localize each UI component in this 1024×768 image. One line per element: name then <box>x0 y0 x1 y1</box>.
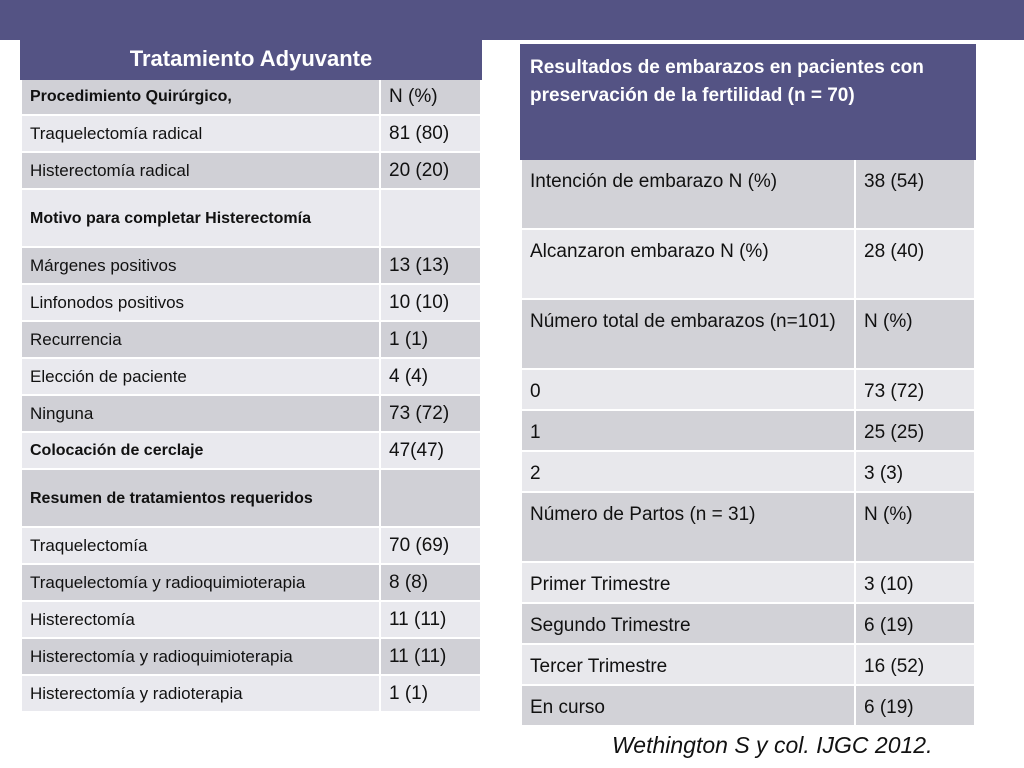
row-label: Número total de embarazos (n=101) <box>521 299 855 369</box>
table-row <box>521 603 975 644</box>
row-label: Márgenes positivos <box>21 247 380 284</box>
table-row <box>21 321 481 358</box>
top-banner <box>0 0 1024 40</box>
adjuvant-treatment-table <box>20 38 482 713</box>
citation: Wethington S y col. IJGC 2012. <box>612 732 933 758</box>
row-label: Ninguna <box>21 395 380 432</box>
row-label: Intención de embarazo N (%) <box>521 159 855 229</box>
row-label: Recurrencia <box>21 321 380 358</box>
row-label: Elección de paciente <box>21 358 380 395</box>
table-row <box>521 299 975 369</box>
row-label: 2 <box>521 451 855 492</box>
row-label: Colocación de cerclaje <box>21 432 380 469</box>
table-row <box>21 79 481 115</box>
table-row <box>521 492 975 562</box>
row-value: 25 (25) <box>855 410 975 451</box>
row-value: 6 (19) <box>855 603 975 644</box>
row-label: Traquelectomía y radioquimioterapia <box>21 564 380 601</box>
table-row <box>21 115 481 152</box>
row-label: Resumen de tratamientos requeridos <box>21 469 380 527</box>
row-value: 13 (13) <box>380 247 481 284</box>
row-value: 47(47) <box>380 432 481 469</box>
row-label: Segundo Trimestre <box>521 603 855 644</box>
table-row <box>21 675 481 712</box>
row-value: 73 (72) <box>855 369 975 410</box>
row-value: 28 (40) <box>855 229 975 299</box>
row-label: Motivo para completar Histerectomía <box>21 189 380 247</box>
row-value: 10 (10) <box>380 284 481 321</box>
row-label: Histerectomía radical <box>21 152 380 189</box>
row-label: Histerectomía y radioquimioterapia <box>21 638 380 675</box>
table-row <box>21 358 481 395</box>
row-value: 11 (11) <box>380 638 481 675</box>
row-value <box>380 189 481 247</box>
row-value: 6 (19) <box>855 685 975 726</box>
row-value: N (%) <box>855 492 975 562</box>
table-row <box>21 284 481 321</box>
row-label: Alcanzaron embarazo N (%) <box>521 229 855 299</box>
table-row <box>21 247 481 284</box>
row-value: 1 (1) <box>380 321 481 358</box>
row-value: 73 (72) <box>380 395 481 432</box>
table-title: Tratamiento Adyuvante <box>21 39 481 79</box>
row-label: 0 <box>521 369 855 410</box>
row-label: 1 <box>521 410 855 451</box>
row-label: Primer Trimestre <box>521 562 855 603</box>
pregnancy-outcomes-table <box>520 44 976 727</box>
table-row <box>21 564 481 601</box>
row-value: 3 (3) <box>855 451 975 492</box>
row-value: 81 (80) <box>380 115 481 152</box>
row-value: 1 (1) <box>380 675 481 712</box>
row-value <box>380 469 481 527</box>
row-value: 20 (20) <box>380 152 481 189</box>
row-label: Traquelectomía <box>21 527 380 564</box>
table-row <box>21 527 481 564</box>
row-label: Tercer Trimestre <box>521 644 855 685</box>
row-label: Traquelectomía radical <box>21 115 380 152</box>
row-label: Número de Partos (n = 31) <box>521 492 855 562</box>
table-row <box>521 451 975 492</box>
row-value: N (%) <box>855 299 975 369</box>
row-value: N (%) <box>380 79 481 115</box>
row-value: 38 (54) <box>855 159 975 229</box>
table-title: Resultados de embarazos en pacientes con preservación de la fertilidad (n = 70) <box>521 45 975 159</box>
table-row <box>521 369 975 410</box>
row-value: 11 (11) <box>380 601 481 638</box>
row-label: Linfonodos positivos <box>21 284 380 321</box>
table-row <box>21 152 481 189</box>
row-label: Histerectomía <box>21 601 380 638</box>
table-row <box>21 601 481 638</box>
row-label: Procedimiento Quirúrgico, <box>21 79 380 115</box>
table-row <box>521 229 975 299</box>
table-row <box>521 644 975 685</box>
table-row <box>521 685 975 726</box>
table-row <box>21 432 481 469</box>
table-row <box>21 638 481 675</box>
table-row <box>21 395 481 432</box>
table-row <box>21 469 481 527</box>
row-value: 16 (52) <box>855 644 975 685</box>
table-row <box>21 189 481 247</box>
row-value: 3 (10) <box>855 562 975 603</box>
table-row <box>521 562 975 603</box>
row-label: En curso <box>521 685 855 726</box>
row-value: 4 (4) <box>380 358 481 395</box>
row-label: Histerectomía y radioterapia <box>21 675 380 712</box>
row-value: 8 (8) <box>380 564 481 601</box>
table-row <box>521 410 975 451</box>
table-row <box>521 159 975 229</box>
row-value: 70 (69) <box>380 527 481 564</box>
